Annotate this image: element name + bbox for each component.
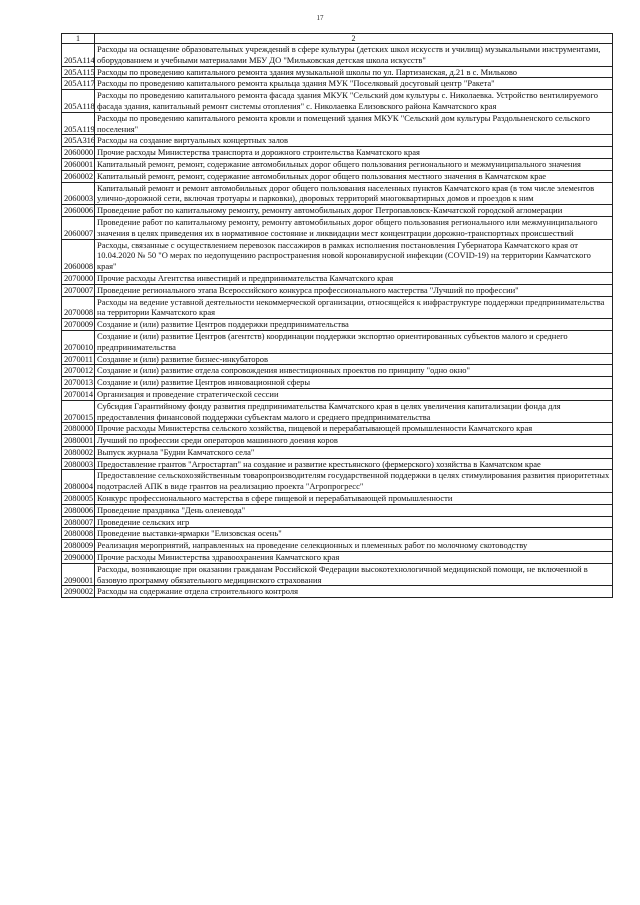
column-header-description: 2 [95,34,613,44]
table-row [62,330,613,353]
row-description: Проведение сельских игр [95,516,613,528]
row-code: 2070013 [62,377,95,389]
row-code: 205А316 [62,135,95,147]
table-row [62,353,613,365]
table-row [62,147,613,159]
table-row [62,90,613,113]
row-code: 2070000 [62,272,95,284]
row-code: 2080004 [62,470,95,493]
row-description: Капитальный ремонт и ремонт автомобильных дорог общего пользования населенных пунктов Камчатского края (в том числе элементов улично-дорожной сети, включая тротуары и парковки), дворовых территорий многоквартирных домов и проездов к ним [95,182,613,205]
table-row [62,552,613,564]
budget-codes-table [61,33,613,598]
row-code: 2080005 [62,493,95,505]
table-row [62,563,613,586]
row-description: Организация и проведение стратегической сессии [95,388,613,400]
row-description: Проведение выставки-ярмарки "Елизовская осень" [95,528,613,540]
table-row [62,272,613,284]
row-description: Предоставление грантов "Агростартап" на создание и развитие крестьянского (фермерского) хозяйства в Камчатском крае [95,458,613,470]
row-description: Создание и (или) развитие бизнес-инкубаторов [95,353,613,365]
table-row [62,44,613,67]
row-description: Капитальный ремонт, ремонт, содержание автомобильных дорог общего пользования регионального и межмуниципального значения [95,158,613,170]
row-description: Расходы на создание виртуальных концертных залов [95,135,613,147]
table-row [62,135,613,147]
table-row [62,470,613,493]
column-header-code: 1 [62,34,95,44]
row-description: Предоставление сельскохозяйственным товаропроизводителям государственной поддержки в целях стимулирования развития приоритетных подотраслей АПК в виде грантов на реализацию проекта "Агропрогресс" [95,470,613,493]
row-code: 2060001 [62,158,95,170]
table-row [62,400,613,423]
row-description: Создание и (или) развитие Центров поддержки предпринимательства [95,319,613,331]
row-code: 2080002 [62,446,95,458]
row-description: Расходы на содержание отдела строительного контроля [95,586,613,598]
row-code: 2060007 [62,216,95,239]
table-row [62,170,613,182]
row-code: 2070010 [62,330,95,353]
table-row [62,586,613,598]
row-description: Расходы на оснащение образовательных учреждений в сфере культуры (детских школ искусств и училищ) музыкальными инструментами, оборудованием и учебными материалами МБУ ДО "Мильковская детская школа искусств" [95,44,613,67]
row-description: Субсидия Гарантийному фонду развития предпринимательства Камчатского края в целях увеличения капитализации фонда для предоставления финансовой поддержки субъектам малого и среднего предпринимательства [95,400,613,423]
row-code: 205А118 [62,90,95,113]
table-row [62,528,613,540]
row-code: 2080006 [62,504,95,516]
row-code: 2060006 [62,205,95,217]
table-row [62,423,613,435]
row-code: 205А114 [62,44,95,67]
row-code: 2060003 [62,182,95,205]
table-row [62,296,613,319]
row-code: 2080001 [62,435,95,447]
row-description: Реализация мероприятий, направленных на проведение селекционных и племенных работ по молочному скотоводству [95,540,613,552]
table-row [62,365,613,377]
row-description: Прочие расходы Министерства сельского хозяйства, пищевой и перерабатывающей промышленности Камчатского края [95,423,613,435]
table-row [62,504,613,516]
row-code: 2060000 [62,147,95,159]
table-body [62,44,613,598]
row-description: Создание и (или) развитие Центров (агентств) координации поддержки экспортно ориентированных субъектов малого и среднего предпринимательства [95,330,613,353]
row-code: 2070015 [62,400,95,423]
row-description: Расходы, связанные с осуществлением перевозок пассажиров в рамках исполнения постановления Губернатора Камчатского края от 10.04.2020 № 50 "О мерах по недопущению распространения новой коронавирусной инфекции (COVID-19) на территории Камчатского края" [95,239,613,272]
table-row [62,78,613,90]
table-row [62,319,613,331]
row-code: 2070008 [62,296,95,319]
table-row [62,377,613,389]
row-code: 2080009 [62,540,95,552]
table-row [62,158,613,170]
table-row [62,182,613,205]
row-code: 205А117 [62,78,95,90]
table-row [62,205,613,217]
table-row [62,388,613,400]
row-description: Проведение работ по капитальному ремонту, ремонту автомобильных дорог Петропавловск-Камчатской городской агломерации [95,205,613,217]
table-row [62,112,613,135]
row-description: Расходы по проведению капитального ремонта здания музыкальной школы по ул. Партизанская, д.21 в с. Мильково [95,66,613,78]
row-code: 2070007 [62,284,95,296]
row-code: 2070009 [62,319,95,331]
row-description: Прочие расходы Министерства здравоохранения Камчатского края [95,552,613,564]
table-row [62,284,613,296]
row-description: Расходы по проведению капитального ремонта крыльца здания МУК "Поселковый досуговый центр "Ракета" [95,78,613,90]
table-row [62,493,613,505]
row-code: 2090001 [62,563,95,586]
row-description: Прочие расходы Министерства транспорта и дорожного строительства Камчатского края [95,147,613,159]
row-description: Прочие расходы Агентства инвестиций и предпринимательства Камчатского края [95,272,613,284]
row-code: 2060008 [62,239,95,272]
table-row [62,540,613,552]
row-code: 205А115 [62,66,95,78]
table-row [62,458,613,470]
row-code: 2080007 [62,516,95,528]
row-code: 205А119 [62,112,95,135]
row-description: Проведение регионального этапа Всероссийского конкурса профессионального мастерства "Лучший по профессии" [95,284,613,296]
row-description: Создание и (или) развитие отдела сопровождения инвестиционных проектов по принципу "одно окно" [95,365,613,377]
table-header-row [62,34,613,44]
row-description: Расходы по проведению капитального ремонта кровли и помещений здания МКУК "Сельский дом культуры Раздольненского сельского поселения" [95,112,613,135]
table-row [62,239,613,272]
row-code: 2080003 [62,458,95,470]
row-description: Проведение праздника "День оленевода" [95,504,613,516]
row-description: Лучший по профессии среди операторов машинного доения коров [95,435,613,447]
page-number: 17 [316,14,324,22]
row-description: Конкурс профессионального мастерства в сфере пищевой и перерабатывающей промышленности [95,493,613,505]
row-code: 2070011 [62,353,95,365]
table-row [62,216,613,239]
row-description: Выпуск журнала "Будни Камчатского села" [95,446,613,458]
table-row [62,446,613,458]
row-description: Проведение работ по капитальному ремонту, ремонту автомобильных дорог общего пользования регионального или межмуниципального значения в целях приведения их в нормативное состояние и ликвидации мест концентрации дорожно-транспортных происшествий [95,216,613,239]
table-row [62,66,613,78]
row-description: Расходы, возникающие при оказании гражданам Российской Федерации высокотехнологичной медицинской помощи, не включенной в базовую программу обязательного медицинского страхования [95,563,613,586]
row-code: 2060002 [62,170,95,182]
row-code: 2070012 [62,365,95,377]
row-description: Расходы на ведение уставной деятельности некоммерческой организации, относящейся к инфраструктуре поддержки предпринимательства на территории Камчатского края [95,296,613,319]
row-code: 2070014 [62,388,95,400]
table-row [62,516,613,528]
row-description: Создание и (или) развитие Центров инновационной сферы [95,377,613,389]
row-description: Расходы по проведению капитального ремонта фасада здания МКУК "Сельский дом культуры с. Николаевка. Устройство вентилируемого фасада здания, капитальный ремонт системы отопления" с. Николаевка Елизовского района Камчатского края [95,90,613,113]
row-code: 2080008 [62,528,95,540]
table-row [62,435,613,447]
row-code: 2090000 [62,552,95,564]
row-description: Капитальный ремонт, ремонт, содержание автомобильных дорог общего пользования местного значения в Камчатском крае [95,170,613,182]
row-code: 2080000 [62,423,95,435]
row-code: 2090002 [62,586,95,598]
